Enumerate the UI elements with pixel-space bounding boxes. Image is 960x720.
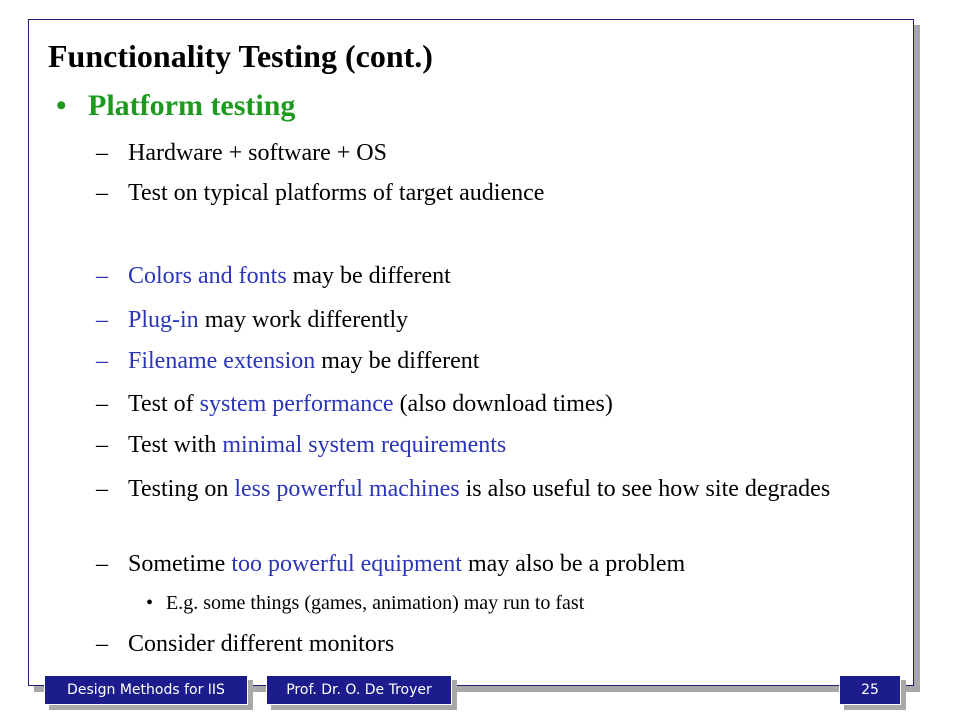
footer-author-label: Prof. Dr. O. De Troyer	[266, 675, 452, 705]
footer-page-number	[839, 675, 901, 705]
list-item: – Plug-in may work differently	[96, 307, 409, 333]
list-item: – Colors and fonts may be different	[96, 263, 451, 289]
dash-marker: –	[96, 551, 108, 577]
page-number-label: 25	[839, 675, 901, 705]
list-item: – Test on typical platforms of target audience	[96, 180, 545, 206]
slide-title: Functionality Testing (cont.)	[48, 38, 433, 74]
list-item: – Consider different monitors	[96, 631, 395, 657]
dash-marker: –	[96, 307, 108, 333]
footer-course-label: Design Methods for IIS	[44, 675, 248, 705]
sub-bullet-marker: •	[146, 592, 154, 614]
sub-item-text: E.g. some things (games, animation) may run to fast	[166, 592, 585, 614]
list-item: – Test with minimal system requirements	[96, 432, 507, 458]
list-item: – Hardware + software + OS	[96, 140, 387, 166]
dash-marker: –	[96, 263, 108, 289]
dash-marker: –	[96, 140, 108, 166]
bullet-label: Platform testing	[88, 89, 296, 122]
dash-marker: –	[96, 476, 108, 502]
list-item: – Testing on less powerful machines is also useful to see how site degrades	[96, 476, 831, 502]
dash-marker: –	[96, 180, 108, 206]
list-item: – Sometime too powerful equipment may also be a problem	[96, 551, 686, 577]
sub-list-item	[146, 590, 584, 616]
dash-marker: –	[96, 391, 108, 417]
footer-course	[44, 675, 248, 705]
footer-author	[266, 675, 452, 705]
dash-marker: –	[96, 631, 108, 657]
bullet-marker: •	[56, 89, 67, 122]
dash-marker: –	[96, 432, 108, 458]
dash-marker: –	[96, 348, 108, 374]
list-item: – Test of system performance (also download times)	[96, 391, 613, 417]
bullet-platform-testing	[56, 86, 295, 126]
list-item: – Filename extension may be different	[96, 348, 480, 374]
